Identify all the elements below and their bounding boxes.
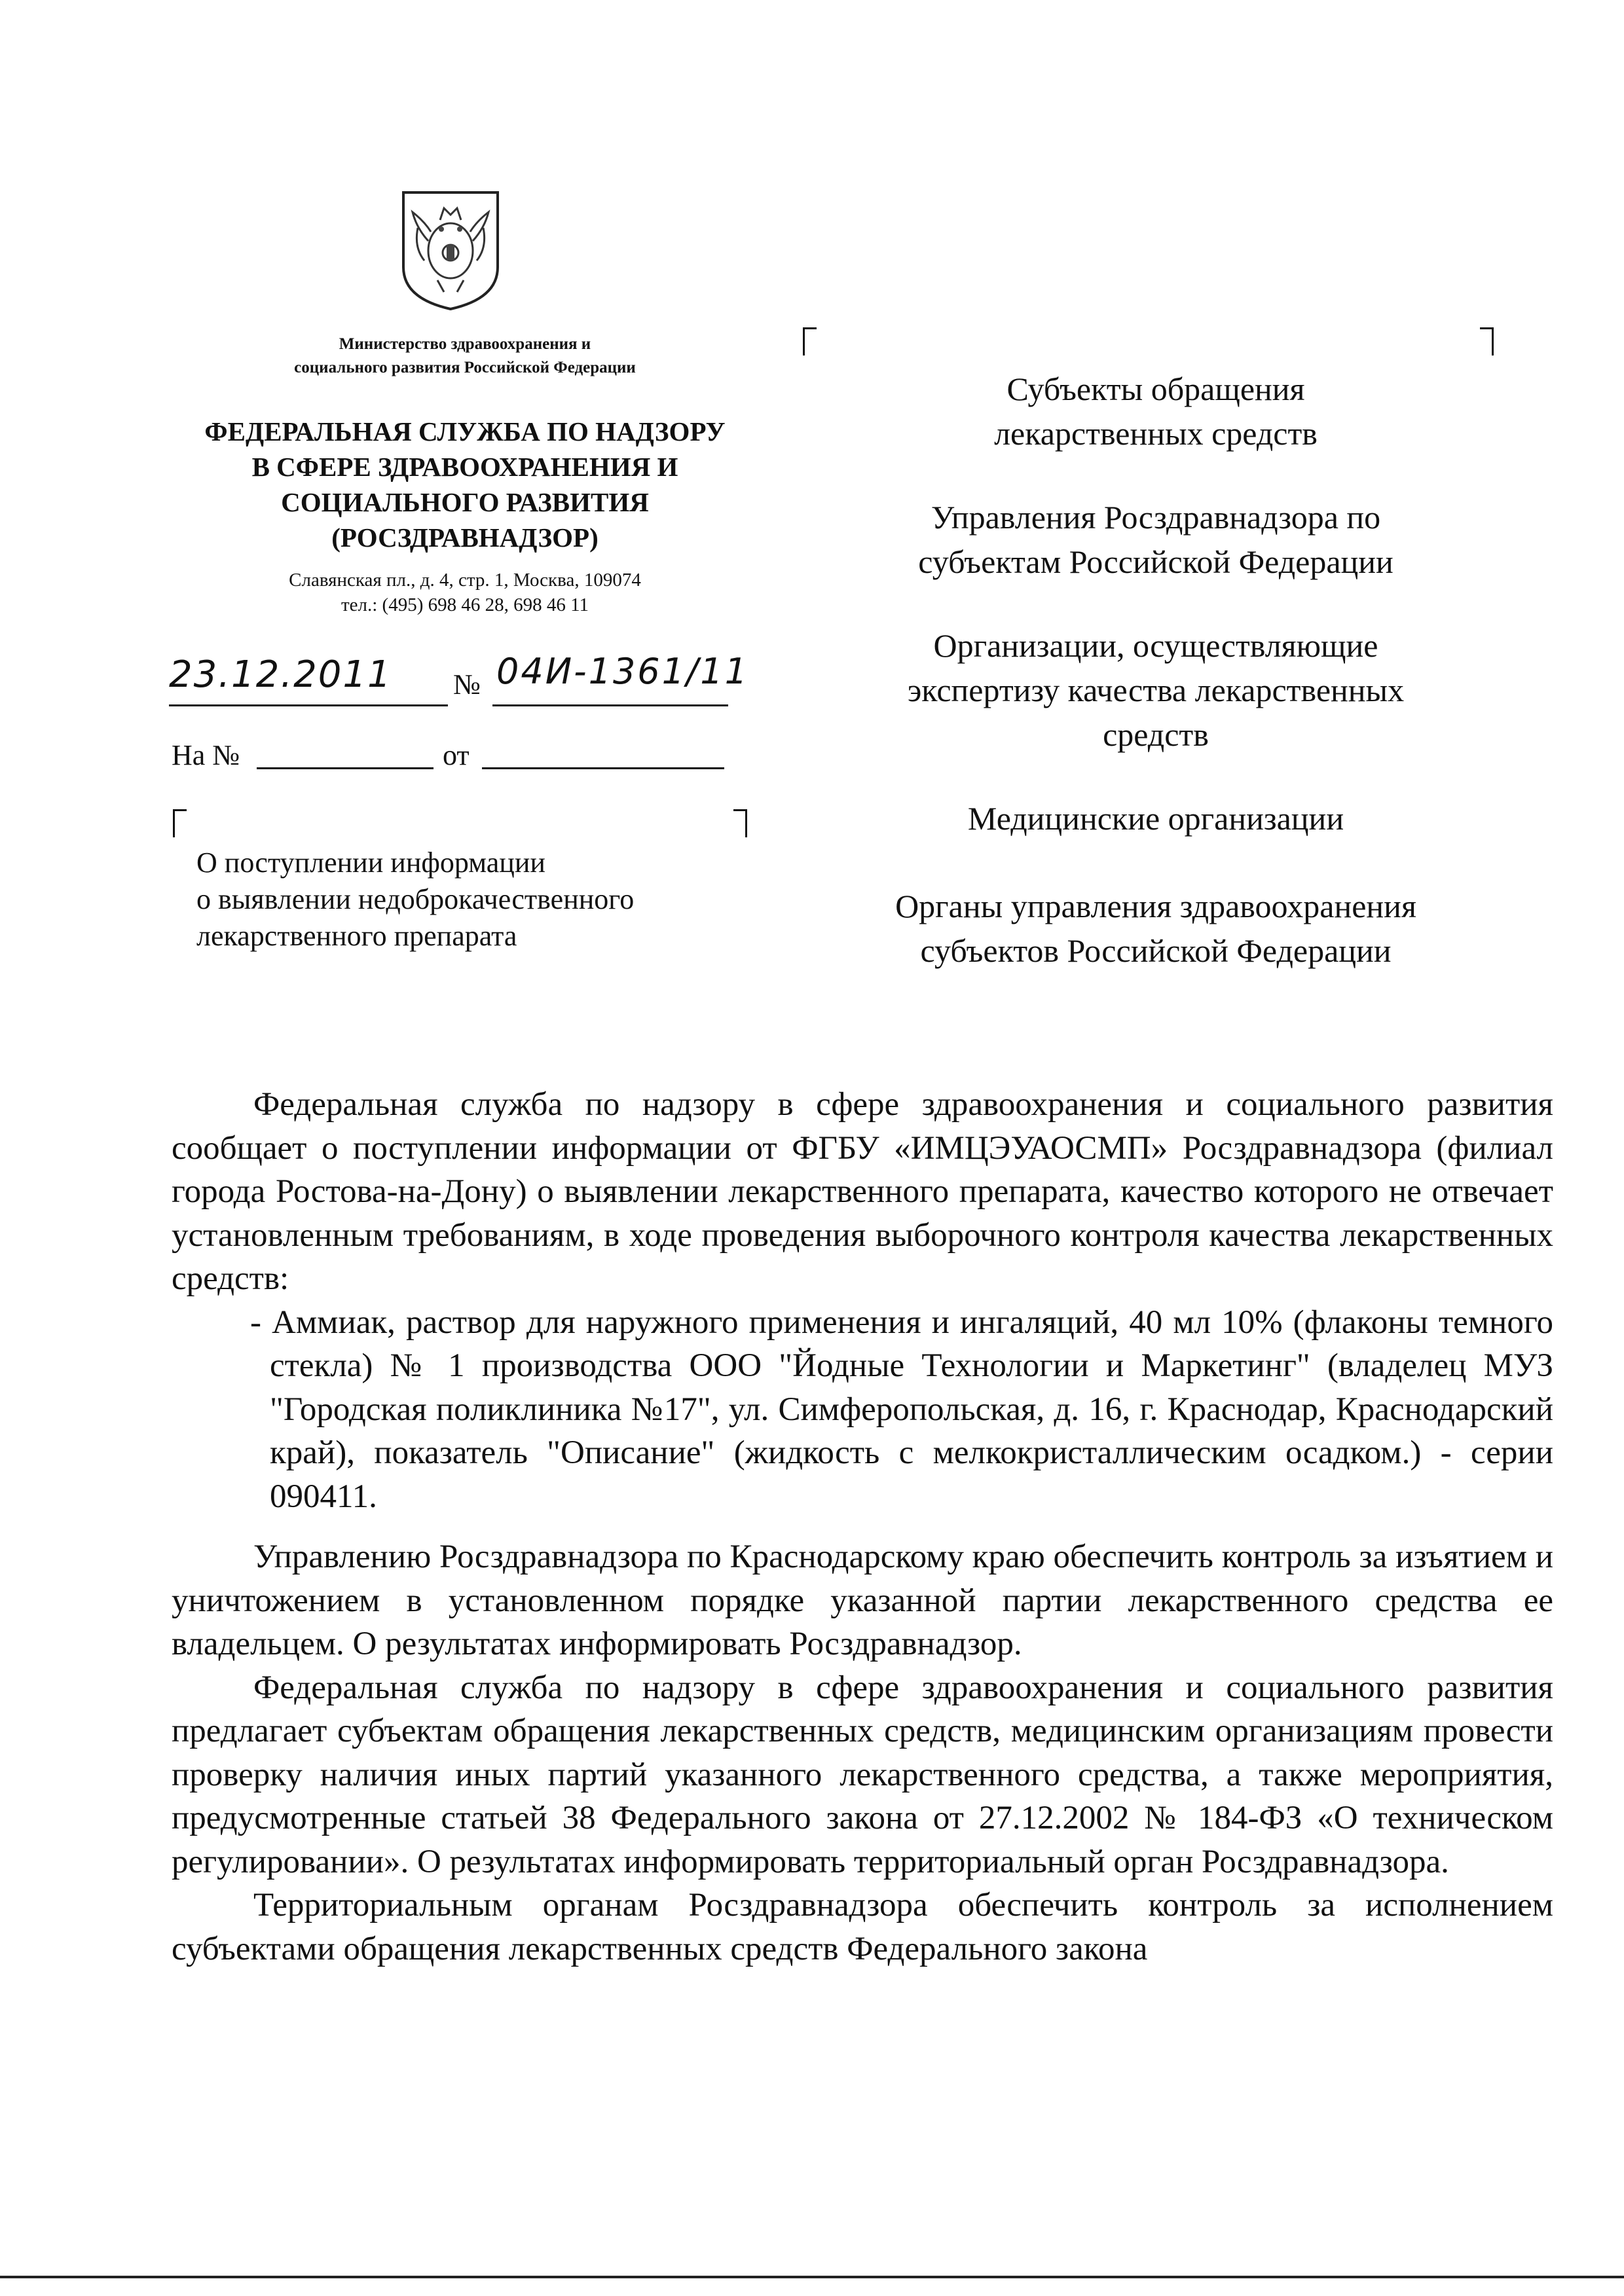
subject-line2: о выявлении недоброкачественного [196, 883, 635, 915]
from-date-line [482, 767, 724, 769]
service-name-line1: ФЕДЕРАЛЬНАЯ СЛУЖБА ПО НАДЗОРУ [204, 416, 726, 446]
subject-line3: лекарственного препарата [196, 920, 517, 952]
subject-block [196, 845, 634, 955]
subject-corner-top-left [173, 809, 187, 837]
body-paragraph-3: Федеральная служба по надзору в сфере здравоохранения и социального развития предлагает субъектам обращения лекарственных средств, медицинским организациям провести проверку наличия иных партий указанного лекарственного средства, а также мероприятия, предусмотренные статьей 38 Федерального закона от 27.12.2002 № 184-ФЗ «О техническом регулировании». О результатах информировать территориальный орган Росздравнадзора. [172, 1669, 1553, 1880]
service-name-line4: (РОСЗДРАВНАДЗОР) [331, 522, 599, 553]
phone-line: тел.: (495) 698 46 28, 698 46 11 [341, 594, 589, 615]
addressee-medical-organizations: Медицинские организации [967, 800, 1344, 837]
subject-corner-top-right [733, 809, 747, 837]
number-underline [492, 704, 728, 706]
addressee-expert-organizations: Организации, осуществляющие экспертизу качества лекарственных средств [907, 627, 1405, 753]
subject-line1: О поступлении информации [196, 847, 545, 879]
address-corner-top-left [803, 327, 817, 355]
body-paragraph-1: Федеральная служба по надзору в сфере здравоохранения и социального развития сообщает о поступлении информации от ФГБУ «ИМЦЭУАОСМП» Росздравнадзора (филиал города Ростова-на-Дону) о выявлении лекарственного препарата, качество которого не отвечает установленным требованиям, в ходе проведения выборочного контроля качества лекарственных средств: [172, 1086, 1553, 1297]
page-bottom-rule [0, 2276, 1624, 2278]
coat-of-arms-icon [398, 189, 503, 313]
addressee-regional-offices: Управления Росздравнадзора по субъектам Российской Федерации [918, 499, 1393, 580]
service-name-line2: В СФЕРЕ ЗДРАВООХРАНЕНИЯ И [251, 452, 678, 482]
registration-number-label: № [453, 668, 481, 701]
reply-number-line [257, 767, 434, 769]
date-underline [169, 704, 448, 706]
address-line: Славянская пл., д. 4, стр. 1, Москва, 109074 [289, 570, 641, 591]
addressee-health-authorities: Органы управления здравоохранения субъектов Российской Федерации [895, 888, 1416, 969]
registration-date: 23.12.2011 [169, 653, 392, 696]
body-paragraph-2: Управлению Росздравнадзора по Краснодарскому краю обеспечить контроль за изъятием и уничтожением в установленном порядке указанной партии лекарственного средства ее владельцем. О результатах информировать Росздравнадзор. [172, 1539, 1553, 1662]
service-name-line3: СОЦИАЛЬНОГО РАЗВИТИЯ [281, 487, 649, 517]
addressee-drug-subjects: Субъекты обращения лекарственных средств [994, 371, 1318, 452]
from-label: от [443, 739, 470, 771]
body-bullet-1: - Аммиак, раствор для наружного применения и ингаляций, 40 мл 10% (флаконы темного стекла) № 1 производства ООО "Йодные Технологии и Маркетинг" (владелец МУЗ "Городская поликлиника №17", ул. Симферопольская, д. 16, г. Краснодар, Краснодарский край), показатель "Описание" (жидкость с мелкокристаллическим осадком.) - серии 090411. [250, 1303, 1553, 1515]
body-paragraph-4: Территориальным органам Росздравнадзора обеспечить контроль за исполнением субъектами обращения лекарственных средств Федерального закона [172, 1887, 1553, 1967]
letter-body [172, 1083, 1553, 1971]
reply-to-label: На № [172, 739, 240, 771]
ministry-name-line1: Министерство здравоохранения и [339, 335, 591, 353]
ministry-name-line2: социального развития Российской Федерации [294, 359, 636, 376]
address-corner-top-right [1480, 327, 1494, 355]
registration-number: 04И-1361/11 [496, 651, 749, 692]
